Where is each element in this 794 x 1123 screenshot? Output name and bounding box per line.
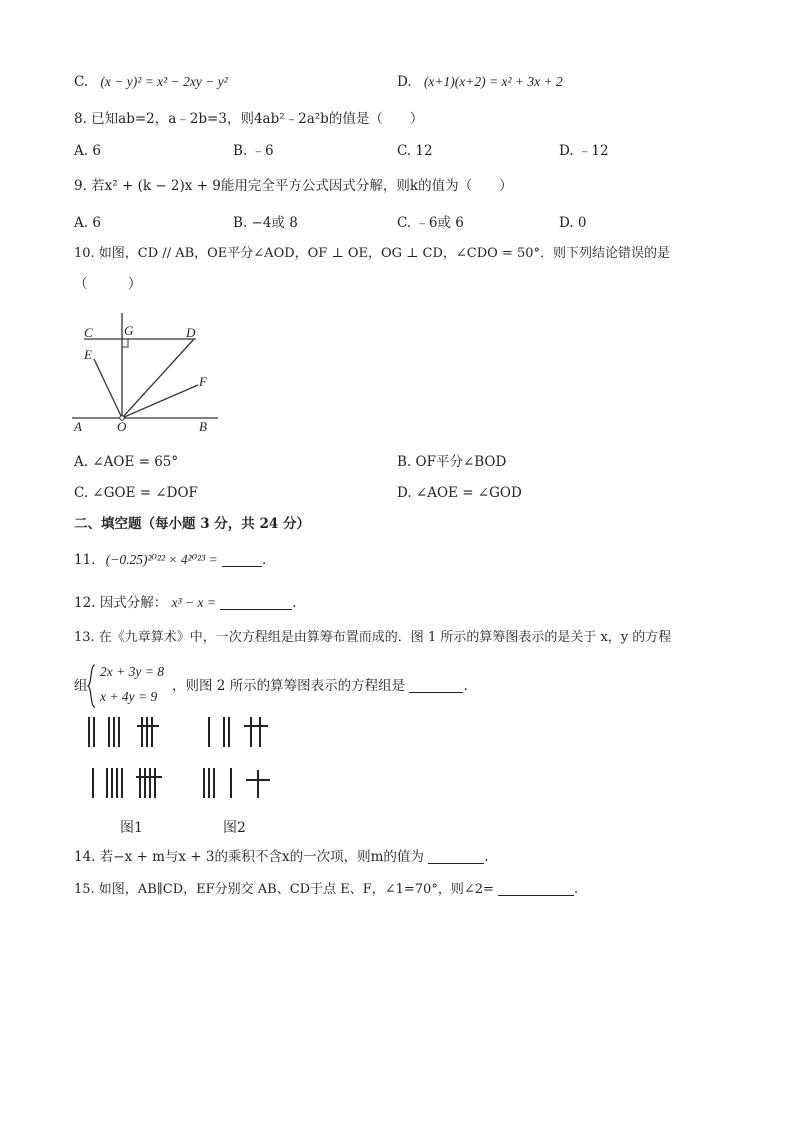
q7-option-c-label: C. <box>74 74 89 90</box>
q13-line1: 13. 在《九章算术》中，一次方程组是由算筹布置而成的．图 1 所示的算筹图表示的是关于 x，y 的方程 <box>74 630 672 645</box>
label-d: D <box>186 325 196 340</box>
q14 <box>74 848 489 866</box>
q11-number: 11. <box>74 552 96 568</box>
q13-blank[interactable] <box>409 678 463 693</box>
fig1-row1 <box>88 717 159 747</box>
label-a: A <box>74 419 82 434</box>
label-e: E <box>84 347 92 362</box>
q11 <box>74 551 266 569</box>
fig2-row1 <box>208 717 268 747</box>
right-angle-mark <box>122 339 128 347</box>
q13-after <box>172 677 468 695</box>
fig2-caption: 图2 <box>223 820 246 836</box>
q8-option-b: B. ﹣6 <box>233 143 274 159</box>
q14-blank[interactable] <box>428 849 484 864</box>
fig2-row2 <box>203 768 270 798</box>
q14-period: . <box>484 849 489 865</box>
q11-period: . <box>262 552 267 568</box>
q8-option-c: C. 12 <box>397 143 433 159</box>
q7-option-d-label: D. <box>397 74 412 90</box>
q10-stem-line1: 10. 如图，CD // AB，OE平分∠AOD，OF ⊥ OE，OG ⊥ CD，∠CDO = 50°．则下列结论错误的是 <box>74 246 670 261</box>
q10-option-c: C. ∠GOE = ∠DOF <box>74 485 198 501</box>
q12-period: . <box>292 595 297 611</box>
q15-blank[interactable] <box>498 881 574 896</box>
label-g: G <box>124 323 134 338</box>
q11-blank[interactable] <box>222 552 262 567</box>
q10-stem-line2: （ ） <box>74 276 142 292</box>
fig1-row2 <box>92 768 162 798</box>
q9-stem: 9. 若x² + (k − 2)x + 9能用完全平方公式因式分解，则k的值为（ ） <box>74 178 513 194</box>
q7-option-d <box>397 73 563 91</box>
q10-option-d: D. ∠AOE = ∠GOD <box>397 485 522 501</box>
q8-stem: 8. 已知ab=2，a﹣2b=3，则4ab²﹣2a²b的值是（ ） <box>74 111 424 127</box>
line-oe <box>94 359 122 418</box>
label-o: O <box>117 419 127 434</box>
line-of <box>122 385 198 418</box>
counting-rod-figures <box>80 713 300 833</box>
q12 <box>74 594 297 612</box>
q14-text: 14. 若−x + m与x + 3的乘积不含x的一次项，则m的值为 <box>74 849 424 865</box>
fig1-caption: 图1 <box>120 820 143 836</box>
q15-period: . <box>574 882 579 897</box>
q8-option-d: D. ﹣12 <box>559 143 609 159</box>
q9-option-d: D. 0 <box>559 215 587 231</box>
q12-expr: x³ − x = <box>171 595 216 610</box>
q13-eq1: 2x + 3y = 8 <box>100 664 164 679</box>
q13-after-text: ，则图 2 所示的算筹图表示的方程组是 <box>172 678 406 694</box>
q9-option-a: A. 6 <box>74 215 101 231</box>
q15 <box>74 881 578 899</box>
q13-period: . <box>463 678 468 694</box>
brace-icon <box>87 664 97 708</box>
label-c: C <box>84 325 93 340</box>
q7-option-c <box>74 73 228 91</box>
q10-figure <box>66 305 226 435</box>
q12-blank[interactable] <box>220 595 292 610</box>
q9-option-c: C. ﹣6或 6 <box>397 215 464 231</box>
q7-option-c-expr: (x − y)² = x² − 2xy − y² <box>100 74 228 89</box>
section-title: 二、填空题（每小题 3 分，共 24 分） <box>74 516 310 532</box>
q13-prefix: 组 <box>74 678 88 694</box>
label-b: B <box>199 419 207 434</box>
q8-option-a: A. 6 <box>74 143 101 159</box>
q13-eq2: x + 4y = 9 <box>100 689 158 704</box>
label-f: F <box>199 374 207 389</box>
q9-option-b: B. −4或 8 <box>233 215 298 231</box>
q11-expr: (−0.25)²⁰²² × 4²⁰²³ = <box>105 552 218 567</box>
q10-option-b: B. OF平分∠BOD <box>397 454 507 470</box>
q15-text: 15. 如图，AB∥CD，EF分别交 AB、CD于点 E、F，∠1=70°，则∠2= <box>74 882 494 897</box>
q7-option-d-expr: (x+1)(x+2) = x² + 3x + 2 <box>423 74 563 89</box>
q10-option-a: A. ∠AOE = 65° <box>74 454 179 470</box>
line-od <box>122 339 194 418</box>
q12-prefix: 12. 因式分解： <box>74 595 168 611</box>
